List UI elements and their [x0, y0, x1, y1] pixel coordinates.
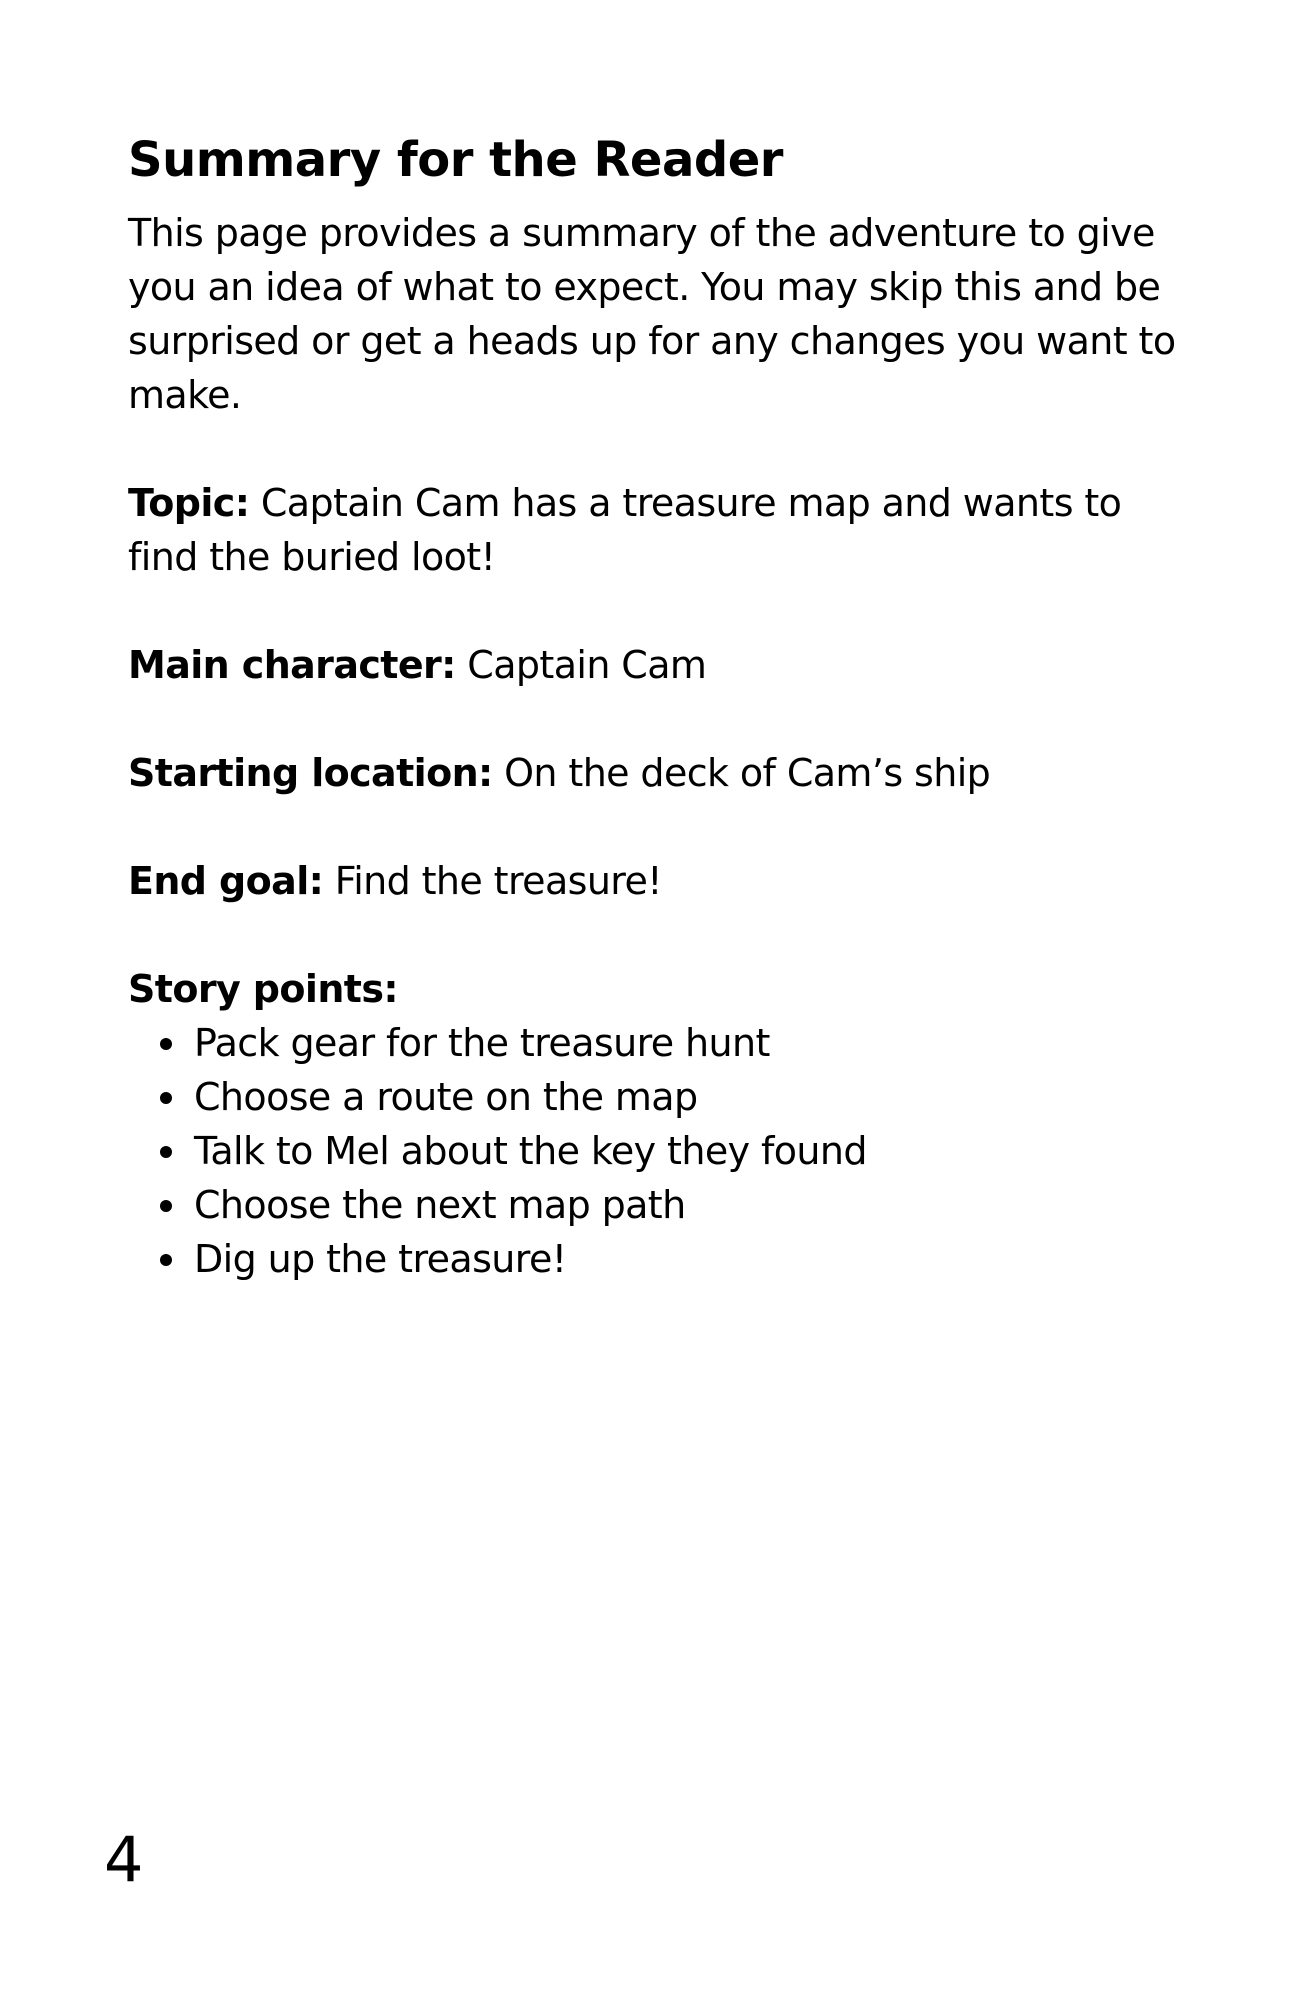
topic-field	[128, 476, 1188, 584]
bullet-icon	[160, 1146, 172, 1158]
story-points-list	[128, 1016, 1188, 1286]
end-goal-label: End goal:	[128, 859, 324, 903]
summary-page	[128, 128, 1188, 1286]
story-point-text: Talk to Mel about the key they found	[194, 1129, 867, 1173]
page-title: Summary for the Reader	[128, 132, 783, 188]
end-goal-field	[128, 854, 1188, 908]
starting-location-value: On the deck of Cam’s ship	[492, 751, 991, 795]
list-item	[128, 1070, 1188, 1124]
main-character-value: Captain Cam	[455, 643, 707, 687]
story-point-text: Choose the next map path	[194, 1183, 686, 1227]
end-goal-value: Find the treasure!	[323, 859, 662, 903]
story-points-label: Story points:	[128, 967, 398, 1011]
page-number: 4	[104, 1823, 144, 1896]
topic-value: Captain Cam has a treasure map and wants to find the buried loot!	[128, 481, 1122, 579]
starting-location-field	[128, 746, 1188, 800]
story-point-text: Pack gear for the treasure hunt	[194, 1021, 770, 1065]
main-character-field	[128, 638, 1188, 692]
bullet-icon	[160, 1254, 172, 1266]
list-item	[128, 1016, 1188, 1070]
list-item	[128, 1178, 1188, 1232]
bullet-icon	[160, 1038, 172, 1050]
starting-location-label: Starting location:	[128, 751, 493, 795]
intro-paragraph: This page provides a summary of the adventure to give you an idea of what to expect. You may skip this and be surprised or get a heads up for any changes you want to make.	[128, 211, 1176, 417]
story-point-text: Dig up the treasure!	[194, 1237, 567, 1281]
main-character-label: Main character:	[128, 643, 456, 687]
bullet-icon	[160, 1092, 172, 1104]
bullet-icon	[160, 1200, 172, 1212]
list-item	[128, 1232, 1188, 1286]
topic-label: Topic:	[128, 481, 250, 525]
story-point-text: Choose a route on the map	[194, 1075, 698, 1119]
list-item	[128, 1124, 1188, 1178]
